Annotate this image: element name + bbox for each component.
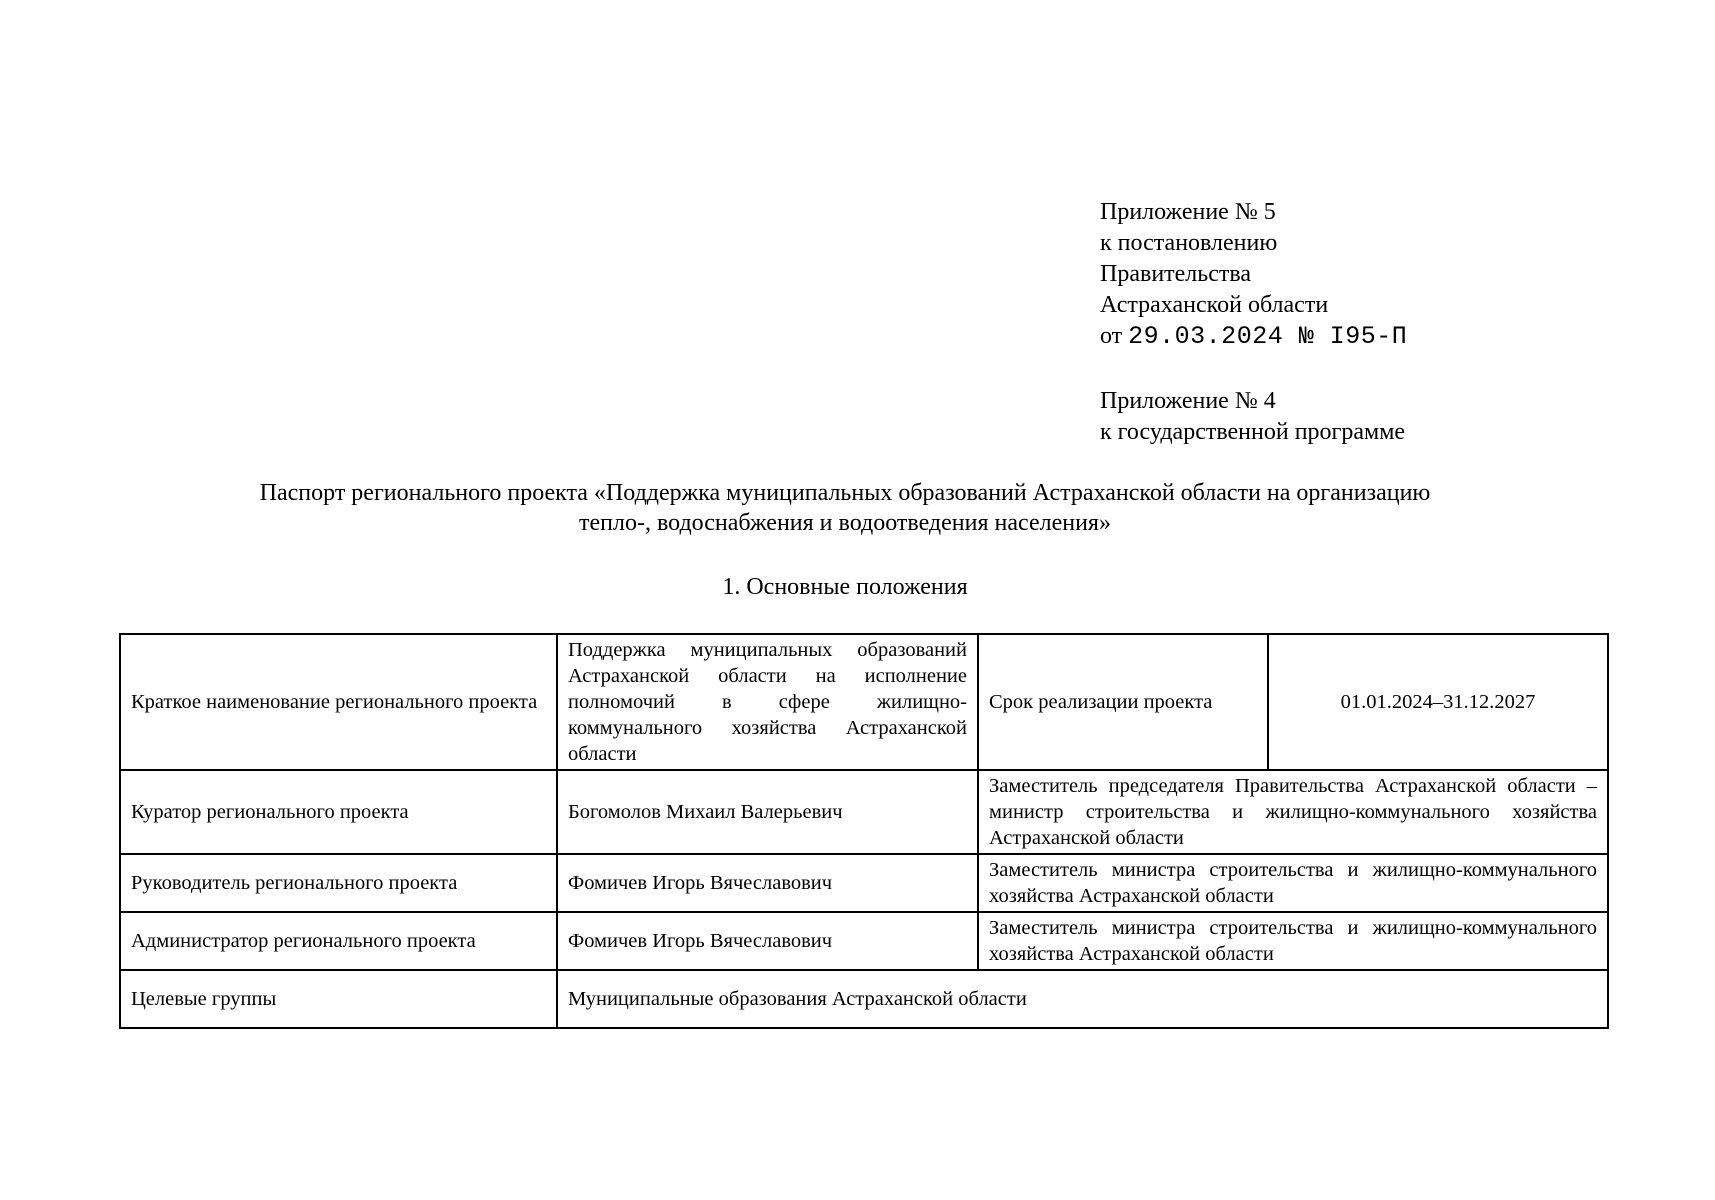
curator-position-cell: Заместитель председателя Правительства Астраханской области – министр строительства и жилищно-коммунального хозяйства Астраханской области — [978, 770, 1608, 854]
appendix-5-region: Астраханской области — [1100, 292, 1329, 318]
head-position-cell: Заместитель министра строительства и жилищно-коммунального хозяйства Астраханской области — [978, 854, 1608, 912]
appendix-5-to-resolution: к постановлению — [1100, 230, 1278, 256]
table-row-curator — [120, 770, 1608, 854]
table-row-head — [120, 854, 1608, 912]
short-name-label-cell: Краткое наименование регионального проекта — [120, 634, 557, 770]
appendix-4-number: Приложение № 4 — [1100, 388, 1276, 414]
appendix-5-number: Приложение № 5 — [1100, 199, 1276, 225]
table-row-admin — [120, 912, 1608, 970]
target-label-cell: Целевые группы — [120, 970, 557, 1028]
document-title-line-2: тепло-, водоснабжения и водоотведения населения» — [579, 510, 1111, 536]
section-title: 1. Основные положения — [722, 574, 968, 600]
admin-name-cell: Фомичев Игорь Вячеславович — [557, 912, 978, 970]
document-title — [80, 478, 1610, 538]
term-value-cell: 01.01.2024–31.12.2027 — [1268, 634, 1608, 770]
curator-name-cell: Богомолов Михаил Валерьевич — [557, 770, 978, 854]
table-row-short-name — [120, 634, 1608, 770]
appendix-5-date-prefix: от — [1100, 323, 1129, 349]
short-name-value-cell: Поддержка муниципальных образований Астраханской области на исполнение полномочий в сфере жилищно-коммунального хозяйства Астраханской области — [557, 634, 978, 770]
appendix-5-date-line — [1100, 321, 1620, 352]
appendix-5-government: Правительства — [1100, 261, 1252, 287]
appendix-4-block — [1100, 386, 1620, 448]
document-title-line-1: Паспорт регионального проекта «Поддержка муниципальных образований Астраханской области на организацию — [259, 480, 1431, 506]
head-label-cell: Руководитель регионального проекта — [120, 854, 557, 912]
appendix-5-date-number: 29.03.2024 № I95-П — [1128, 322, 1408, 351]
appendix-4-to-program: к государственной программе — [1100, 419, 1406, 445]
admin-label-cell: Администратор регионального проекта — [120, 912, 557, 970]
target-value-cell: Муниципальные образования Астраханской области — [557, 970, 1608, 1028]
appendix-5-block — [1100, 197, 1620, 352]
main-provisions-table — [119, 633, 1609, 1029]
table-row-target-groups — [120, 970, 1608, 1028]
head-name-cell: Фомичев Игорь Вячеславович — [557, 854, 978, 912]
term-label-cell: Срок реализации проекта — [978, 634, 1268, 770]
admin-position-cell: Заместитель министра строительства и жилищно-коммунального хозяйства Астраханской области — [978, 912, 1608, 970]
curator-label-cell: Куратор регионального проекта — [120, 770, 557, 854]
